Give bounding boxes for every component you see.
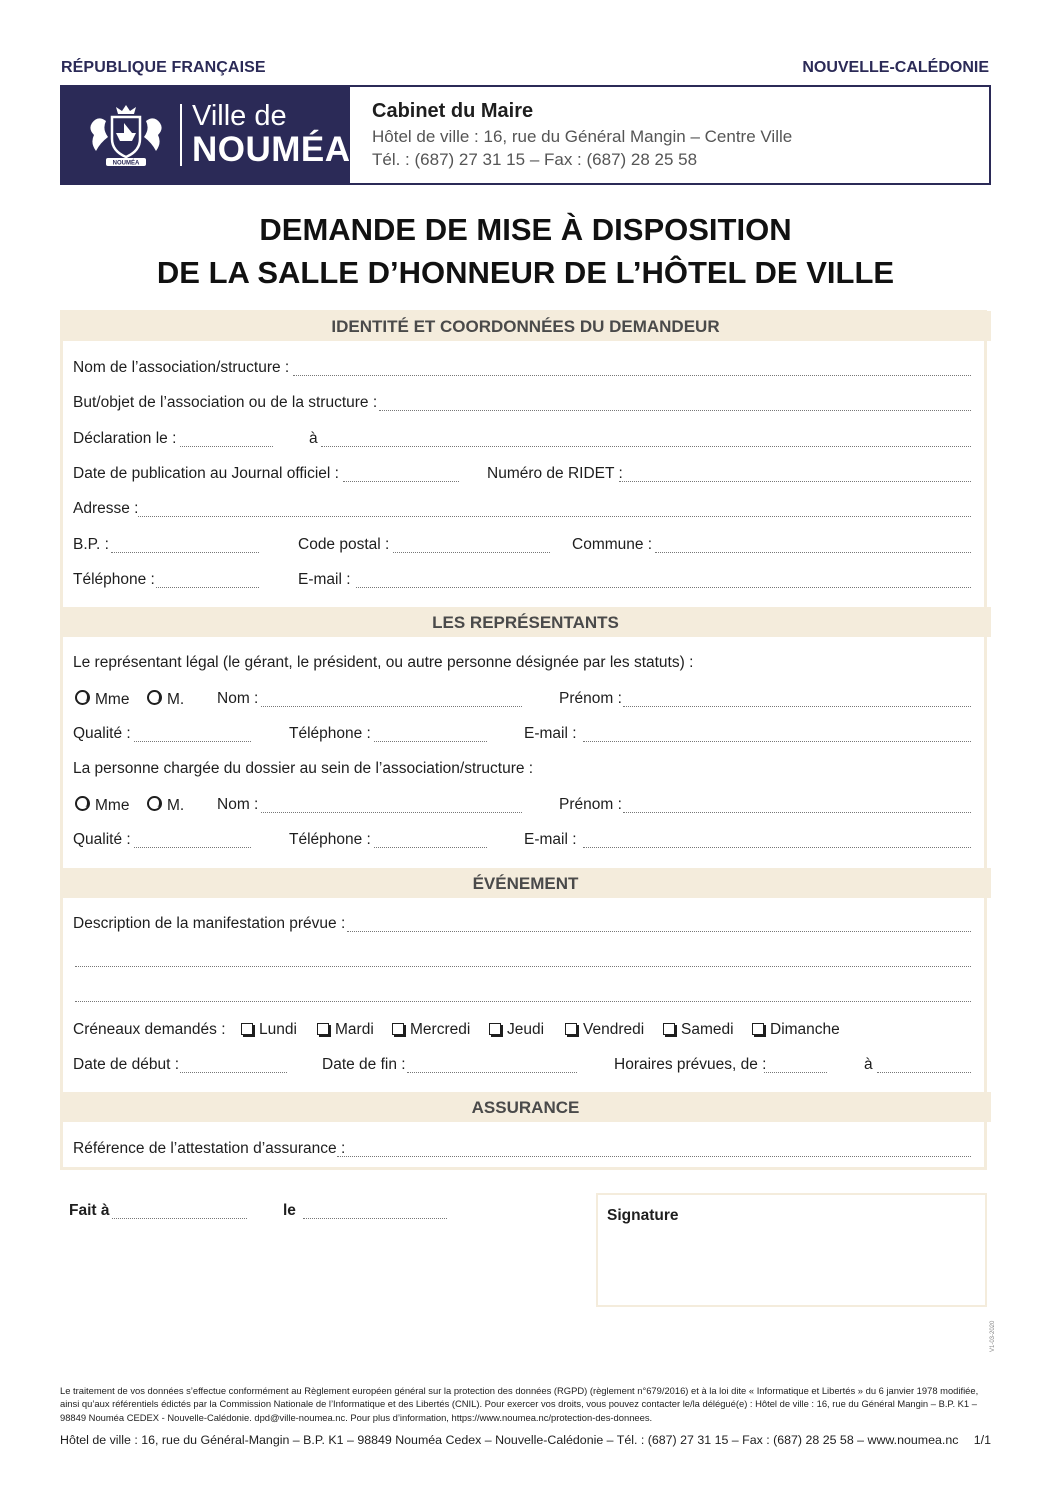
signature-box[interactable]: [596, 1193, 987, 1307]
day-label: Jeudi: [507, 1021, 545, 1038]
declaration-place-field[interactable]: [321, 446, 971, 447]
page-title: [0, 208, 1051, 294]
day-checkbox-dimanche[interactable]: [752, 1021, 840, 1039]
done-at-field[interactable]: [112, 1218, 247, 1219]
start-date-field[interactable]: [180, 1072, 287, 1073]
declaration-place-label: à: [309, 430, 318, 447]
phone-label: Téléphone :: [73, 571, 155, 588]
contact-firstname-field[interactable]: [623, 812, 971, 813]
postal-code-field[interactable]: [393, 552, 550, 553]
purpose-field[interactable]: [379, 410, 971, 411]
checkbox-icon: [752, 1023, 764, 1035]
contact-phone-field[interactable]: [374, 847, 487, 848]
hours-from-label: Horaires prévues, de :: [614, 1056, 767, 1073]
org-name-label: Nom de l’association/structure :: [73, 359, 290, 376]
day-label: Lundi: [259, 1021, 297, 1038]
contact-person-intro: La personne chargée du dossier au sein de l’association/structure :: [73, 760, 534, 777]
gdpr-notice: Le traitement de vos données s’effectue conformément au Règlement européen général sur la protection des données (RGPD) (règlement n°679/2016) et à la loi dite « Informatique et Libertés » du 6 janvier 1978 modifiée, ainsi qu’aux référentiels édictés par la Commission Nationale de l’Informatique et des Libertés (CNIL). Pour exercer vos droits, vous pouvez contacter le/la délégué(e) : Hôtel de ville : 16, rue du Général Mangin – B.P. K1 – 98849 Nouméa CEDEX - Nouvelle-Calédonie. dpd@ville-noumea.nc. Pour plus d’information, https://www.noumea.nc/protection-des-donnees.: [60, 1385, 979, 1423]
mme-label: Mme: [95, 797, 130, 814]
contact-email-label: E-mail :: [524, 831, 577, 848]
contact-phone-label: Téléphone :: [289, 831, 371, 848]
city-field[interactable]: [655, 552, 971, 553]
event-description-field[interactable]: [347, 931, 971, 932]
event-description-line-2[interactable]: [75, 966, 971, 967]
email-field[interactable]: [356, 587, 971, 588]
day-checkbox-mardi[interactable]: [317, 1021, 374, 1039]
day-checkbox-lundi[interactable]: [241, 1021, 297, 1039]
contact-email-field[interactable]: [583, 847, 971, 848]
radio-icon: [75, 690, 90, 705]
publication-date-field[interactable]: [343, 481, 459, 482]
section-heading-identity: IDENTITÉ ET COORDONNÉES DU DEMANDEUR: [60, 311, 991, 341]
city-logo: [62, 87, 350, 183]
phone-field[interactable]: [156, 587, 259, 588]
territory-label: NOUVELLE-CALÉDONIE: [802, 59, 989, 76]
legal-rep-phone-field[interactable]: [374, 741, 487, 742]
header-box: [60, 85, 991, 185]
legal-rep-lastname-label: Nom :: [217, 690, 259, 707]
day-label: Mardi: [335, 1021, 374, 1038]
radio-icon: [75, 796, 90, 811]
m-label: M.: [167, 797, 185, 814]
city-label: Commune :: [572, 536, 653, 553]
postal-code-label: Code postal :: [298, 536, 390, 553]
purpose-label: But/objet de l’association ou de la structure :: [73, 394, 378, 411]
checkbox-icon: [489, 1023, 501, 1035]
checkbox-icon: [392, 1023, 404, 1035]
day-checkbox-vendredi[interactable]: [565, 1021, 644, 1039]
legal-rep-firstname-label: Prénom :: [559, 690, 622, 707]
address-label: Adresse :: [73, 500, 139, 517]
title-line-2: DE LA SALLE D’HONNEUR DE L’HÔTEL DE VILLE: [156, 255, 895, 290]
event-description-line-3[interactable]: [75, 1001, 971, 1002]
m-label: M.: [167, 691, 185, 708]
ridet-label: Numéro de RIDET :: [487, 465, 623, 482]
day-checkbox-samedi[interactable]: [663, 1021, 734, 1039]
end-date-field[interactable]: [407, 1072, 577, 1073]
legal-rep-firstname-field[interactable]: [623, 706, 971, 707]
legal-rep-email-label: E-mail :: [524, 725, 577, 742]
legal-rep-role-field[interactable]: [134, 741, 251, 742]
republic-label: RÉPUBLIQUE FRANÇAISE: [61, 59, 266, 76]
section-heading-representatives: LES REPRÉSENTANTS: [60, 607, 991, 637]
mme-label: Mme: [95, 691, 130, 708]
hours-to-field[interactable]: [877, 1072, 971, 1073]
day-checkbox-jeudi[interactable]: [489, 1021, 544, 1039]
org-name-field[interactable]: [293, 375, 971, 376]
day-label: Dimanche: [770, 1021, 840, 1038]
email-label: E-mail :: [298, 571, 351, 588]
contact-lastname-label: Nom :: [217, 796, 259, 813]
event-description-label: Description de la manifestation prévue :: [73, 915, 346, 932]
title-line-1: DEMANDE DE MISE À DISPOSITION: [259, 212, 792, 247]
declaration-date-field[interactable]: [180, 446, 273, 447]
logo-text-ville: Ville de: [192, 100, 287, 132]
contact-m-option[interactable]: [147, 796, 184, 815]
end-date-label: Date de fin :: [322, 1056, 406, 1073]
day-checkbox-mercredi[interactable]: [392, 1021, 470, 1039]
date-label: le: [283, 1202, 296, 1219]
day-label: Mercredi: [410, 1021, 471, 1038]
declaration-date-label: Déclaration le :: [73, 430, 177, 447]
contact-mme-option[interactable]: [75, 796, 129, 815]
checkbox-icon: [241, 1023, 253, 1035]
legal-rep-role-label: Qualité :: [73, 725, 131, 742]
contact-firstname-label: Prénom :: [559, 796, 622, 813]
radio-icon: [147, 796, 162, 811]
office-title: Cabinet du Maire: [372, 100, 534, 122]
slots-label: Créneaux demandés :: [73, 1021, 226, 1038]
hours-from-field[interactable]: [764, 1072, 827, 1073]
legal-rep-mme-option[interactable]: [75, 690, 129, 709]
radio-icon: [147, 690, 162, 705]
insurance-reference-field[interactable]: [337, 1156, 971, 1157]
po-box-label: B.P. :: [73, 536, 109, 553]
version-code: V1-03-2020: [990, 1320, 996, 1352]
checkbox-icon: [565, 1023, 577, 1035]
legal-rep-email-field[interactable]: [583, 741, 971, 742]
signature-label: Signature: [607, 1207, 679, 1224]
date-field[interactable]: [303, 1218, 447, 1219]
legal-rep-intro: Le représentant légal (le gérant, le président, ou autre personne désignée par les statuts) :: [73, 654, 694, 671]
section-heading-event: ÉVÉNEMENT: [60, 868, 991, 898]
checkbox-icon: [317, 1023, 329, 1035]
legal-rep-m-option[interactable]: [147, 690, 184, 709]
section-heading-insurance: ASSURANCE: [60, 1092, 991, 1122]
office-address: Hôtel de ville : 16, rue du Général Mangin – Centre Ville: [372, 127, 793, 146]
legal-rep-lastname-field[interactable]: [261, 706, 522, 707]
day-label: Samedi: [681, 1021, 734, 1038]
insurance-reference-label: Référence de l’attestation d’assurance :: [73, 1140, 346, 1157]
footer-address: Hôtel de ville : 16, rue du Général-Mangin – B.P. K1 – 98849 Nouméa Cedex – Nouvelle-Calédonie – Tél. : (687) 27 31 15 – Fax : (687) 28 25 58 – www.noumea.nc: [60, 1433, 959, 1447]
start-date-label: Date de début :: [73, 1056, 179, 1073]
address-field[interactable]: [138, 516, 971, 517]
legal-rep-phone-label: Téléphone :: [289, 725, 371, 742]
logo-text-noumea: NOUMÉA: [192, 130, 351, 169]
done-at-label: Fait à: [69, 1202, 110, 1219]
crest-icon: [88, 103, 164, 167]
page-number: 1/1: [973, 1433, 991, 1447]
logo-divider: [180, 104, 182, 166]
contact-role-label: Qualité :: [73, 831, 131, 848]
office-phone: Tél. : (687) 27 31 15 – Fax : (687) 28 25 58: [372, 150, 698, 169]
svg-text:NOUMÉA: NOUMÉA: [112, 160, 140, 167]
contact-role-field[interactable]: [134, 847, 251, 848]
day-label: Vendredi: [583, 1021, 645, 1038]
hours-to-label: à: [864, 1056, 873, 1073]
ridet-field[interactable]: [619, 481, 971, 482]
po-box-field[interactable]: [111, 552, 259, 553]
contact-lastname-field[interactable]: [261, 812, 522, 813]
publication-date-label: Date de publication au Journal officiel :: [73, 465, 339, 482]
checkbox-icon: [663, 1023, 675, 1035]
